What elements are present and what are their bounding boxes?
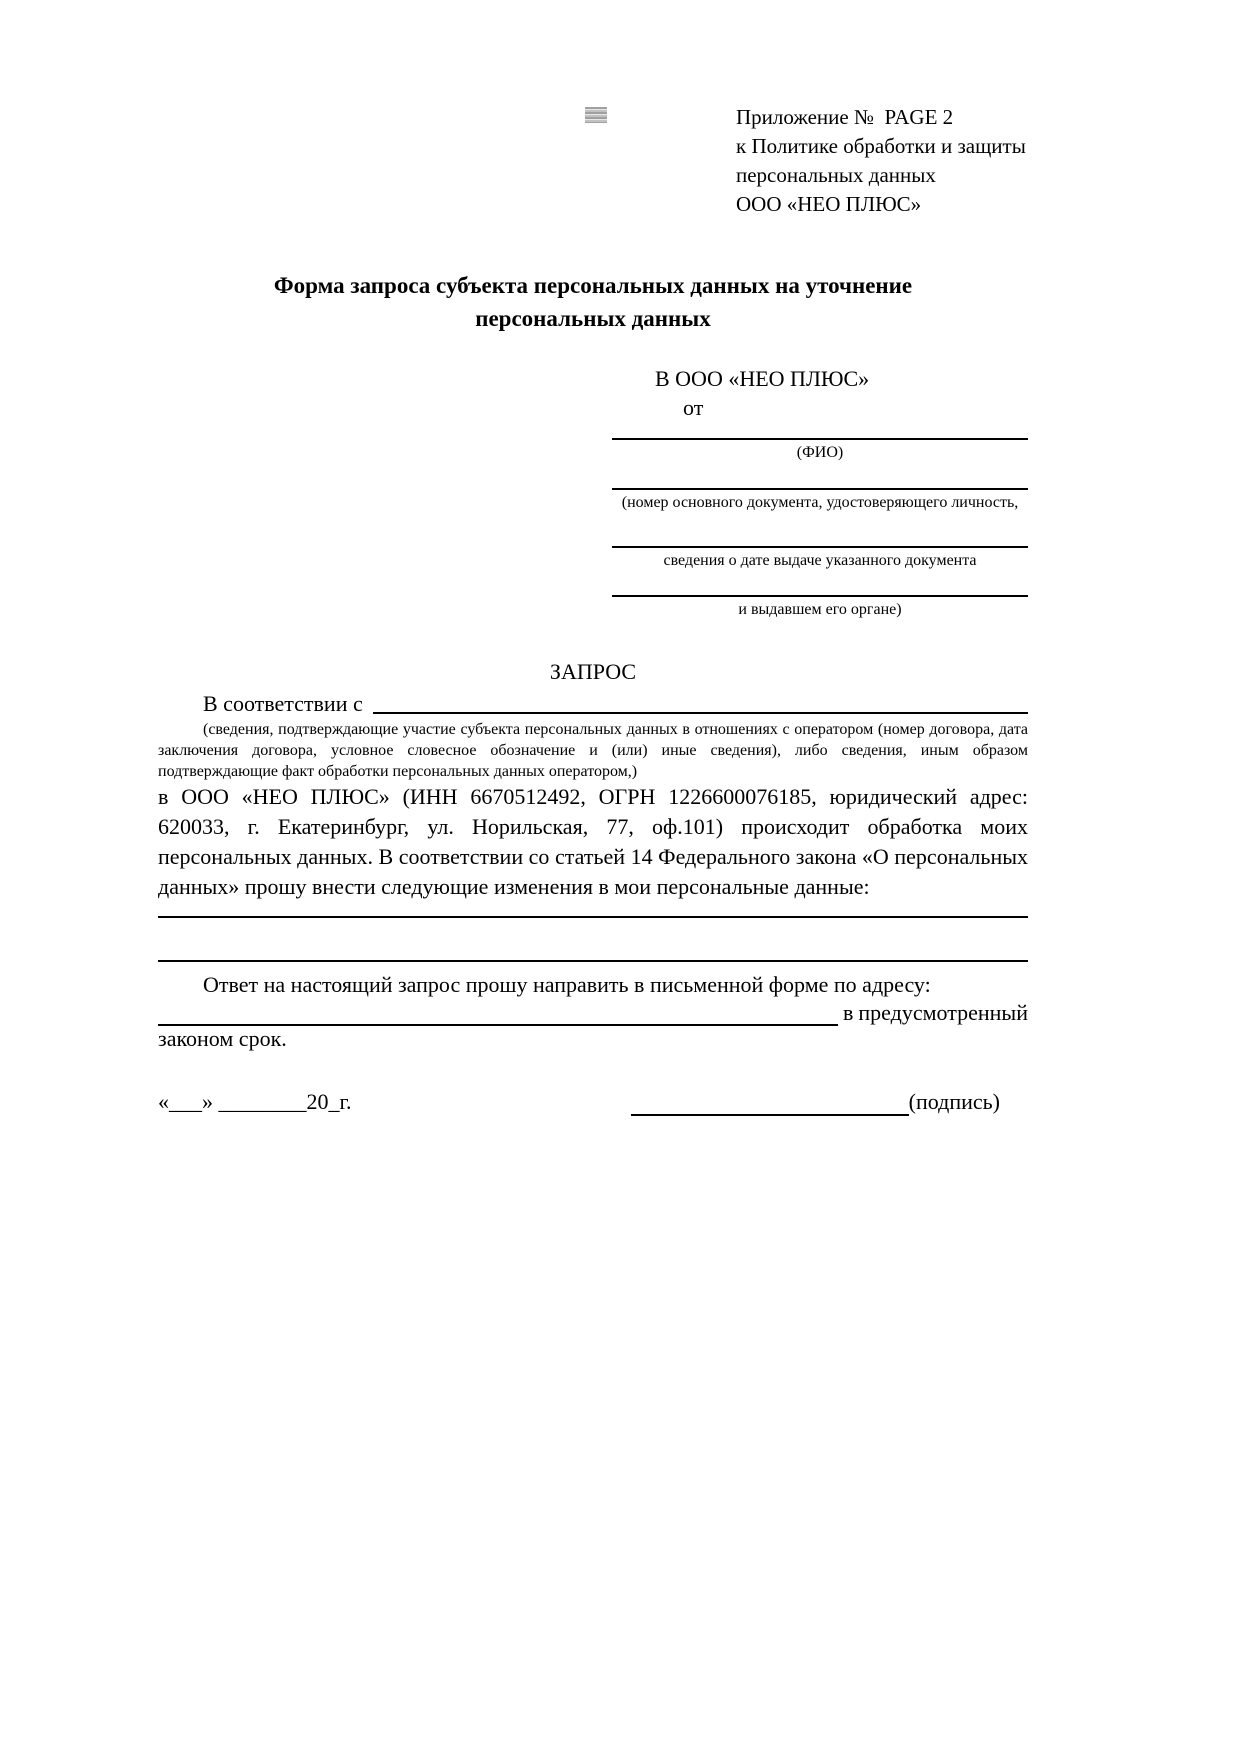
appendix-header-block	[736, 103, 1028, 219]
from-label: от	[683, 395, 704, 420]
appendix-number-line: Приложение № PAGE 2	[736, 105, 954, 129]
signature-group	[631, 1088, 1000, 1116]
fio-caption: (ФИО)	[796, 444, 844, 461]
addressee-organization: В ООО «НЕО ПЛЮС»	[655, 366, 870, 391]
response-suffix-word-1: в	[843, 1000, 854, 1025]
fio-field-group	[612, 438, 1028, 462]
issue-date-caption: сведения о дате выдаче указанного документа	[663, 552, 977, 569]
response-address-line	[158, 998, 1028, 1026]
document-number-caption: (номер основного документа, удостоверяющего личность,	[621, 494, 1019, 511]
response-tail: законом срок.	[158, 1026, 287, 1051]
changes-fill-line-1	[158, 916, 1028, 918]
issuing-authority-caption: и выдавшем его органе)	[738, 601, 902, 618]
address-fill-line	[158, 998, 838, 1026]
fine-print-note: (сведения, подтверждающие участие субъекта персональных данных в отношениях с оператором (номер договора, дата заключения договора, условное словесное обозначение и (или) иные сведения), либо сведения, иным образом подтверждающие факт обработки персональных данных оператором,)	[158, 721, 1028, 780]
policy-reference-line: к Политике обработки и защиты	[736, 134, 1026, 158]
request-intro-prefix: В соответствии с	[203, 691, 363, 716]
page-content	[158, 0, 1028, 1116]
date-fill-text: «___» ________20_г.	[158, 1089, 352, 1114]
response-lead-paragraph: Ответ на настоящий запрос прошу направить в письменной форме по адресу:	[203, 972, 931, 997]
form-title: Форма запроса субъекта персональных данных на уточнение персональных данных	[273, 273, 913, 331]
signature-caption: (подпись)	[908, 1089, 1000, 1114]
signature-fill-line	[631, 1088, 909, 1116]
response-suffix-word-2: предусмотренный	[858, 1000, 1028, 1025]
changes-fill-line-2	[158, 960, 1028, 962]
issue-date-field-group	[612, 546, 1028, 570]
request-intro-line	[158, 691, 1028, 717]
issuing-authority-field-group	[612, 595, 1028, 619]
organization-name: ООО «НЕО ПЛЮС»	[736, 192, 922, 216]
date-signature-row	[158, 1088, 1028, 1116]
request-heading: ЗАПРОС	[549, 659, 637, 684]
policy-reference-line2: персональных данных	[736, 163, 936, 187]
request-body-paragraph: в ООО «НЕО ПЛЮС» (ИНН 6670512492, ОГРН 1226600076185, юридический адрес: 620033, г. Екатеринбург, ул. Норильская, 77, оф.101) происходит обработка моих персональных данных. В соответствии со статьей 14 Федерального закона «О персональных данных» прошу внести следующие изменения в мои персональные данные:	[158, 784, 1028, 899]
document-number-field-group	[612, 488, 1028, 512]
basis-fill-line	[373, 691, 1028, 714]
